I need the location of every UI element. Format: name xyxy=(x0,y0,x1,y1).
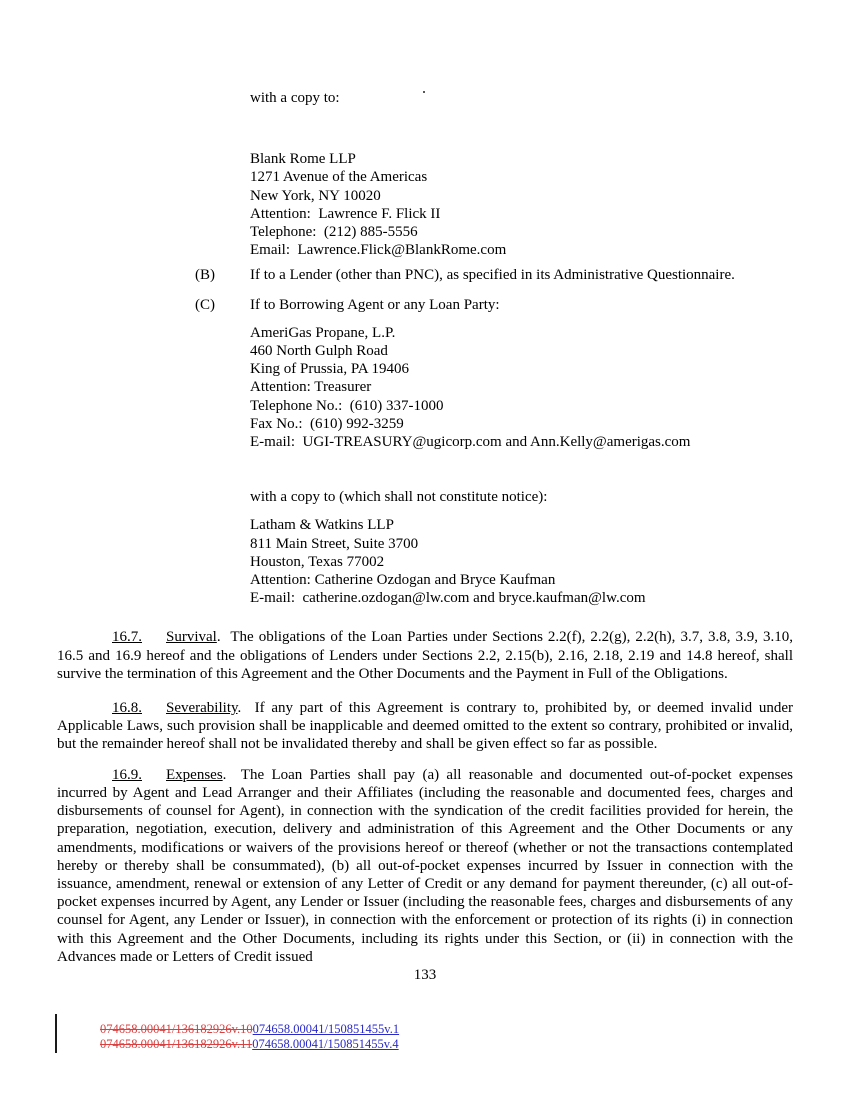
section-number: 16.8. xyxy=(112,700,142,717)
section-16-7 xyxy=(57,628,797,683)
address-line: E-mail: catherine.ozdogan@lw.com and bryce.kaufman@lw.com xyxy=(250,590,646,607)
address-line: Latham & Watkins LLP xyxy=(250,517,394,534)
redline-row xyxy=(100,1037,399,1052)
address-line: King of Prussia, PA 19406 xyxy=(250,361,410,378)
section-body: . The obligations of the Loan Parties under Sections 2.2(f), 2.2(g), 2.2(h), 3.7, 3.8, 3.9, 3.10, 16.5 and 16.9 hereof and the obligations of Lenders under Sections 2.2, 2.15(b), 2.16, 2.18, 2.19 and 14.8 hereof, shall survive the termination of this Agreement and the Other Documents and the Payment in Full of the Obligations. xyxy=(57,629,797,682)
notice-item-c-label: (C) xyxy=(195,296,215,313)
notice-item-c xyxy=(195,296,793,314)
page-content xyxy=(57,89,797,984)
notice-item-b-text: If to a Lender (other than PNC), as specified in its Administrative Questionnaire. xyxy=(250,267,735,284)
change-bar xyxy=(55,1014,57,1053)
address-line: AmeriGas Propane, L.P. xyxy=(250,324,396,341)
amerigas-address-block xyxy=(250,324,793,451)
redline-deleted-text: 074658.00041/136182926v.10 xyxy=(100,1022,253,1036)
section-title: Severability xyxy=(166,700,238,717)
section-16-9 xyxy=(57,766,797,966)
address-line: Attention: Lawrence F. Flick II xyxy=(250,205,441,222)
notice-item-b-label: (B) xyxy=(195,267,215,284)
address-line: 811 Main Street, Suite 3700 xyxy=(250,535,419,552)
redline-deleted-text: 074658.00041/136182926v.11 xyxy=(100,1037,253,1051)
notice-item-c-text: If to Borrowing Agent or any Loan Party: xyxy=(250,296,500,313)
section-16-8 xyxy=(57,699,797,754)
latham-address-block xyxy=(250,516,793,607)
section-title: Expenses xyxy=(166,766,223,783)
redline-inserted-text: 074658.00041/150851455v.1 xyxy=(252,1022,400,1036)
address-line: Fax No.: (610) 992-3259 xyxy=(250,415,404,432)
address-line: Telephone: (212) 885-5556 xyxy=(250,224,418,241)
copy-to-intro: with a copy to: xyxy=(250,90,340,106)
address-line: E-mail: UGI-TREASURY@ugicorp.com and Ann.Kelly@amerigas.com xyxy=(250,434,691,451)
redline-inserted-text: 074658.00041/150851455v.4 xyxy=(252,1037,399,1051)
blank-rome-address-block xyxy=(250,150,793,259)
address-line: 460 North Gulph Road xyxy=(250,343,388,360)
redline-row xyxy=(100,1022,399,1037)
section-title: Survival xyxy=(166,629,217,646)
address-line: Houston, Texas 77002 xyxy=(250,553,385,570)
address-line: Email: Lawrence.Flick@BlankRome.com xyxy=(250,242,507,259)
address-line: Blank Rome LLP xyxy=(250,151,356,168)
address-line: Telephone No.: (610) 337-1000 xyxy=(250,397,444,414)
section-body: . The Loan Parties shall pay (a) all reasonable and documented out-of-pocket expenses incurred by Agent and Lead Arranger and their Affiliates (including the reasonable and documented fees, charges and disbursements of counsel for Agent), in connection with the syndication of the credit facilities provided for herein, the preparation, negotiation, execution, delivery and administration of this Agreement and the Other Documents or any amendments, modifications or waivers of the provisions hereof or thereof (whether or not the transactions contemplated hereby or thereby shall be consummated), (b) all out-of-pocket expenses incurred by Issuer in connection with the issuance, amendment, renewal or extension of any Letter of Credit or any demand for payment thereunder, (c) all out-of-pocket expenses incurred by Agent, any Lender or Issuer (including the reasonable fees, charges and disbursements of any counsel for Agent, any Lender or Issuer), in connection with the enforcement or protection of its rights (i) in connection with this Agreement and the Other Documents, including its rights under this Section, or (ii) in connection with the Advances made or Letters of Credit issued xyxy=(57,766,797,965)
section-number: 16.7. xyxy=(112,629,142,646)
address-line: Attention: Treasurer xyxy=(250,379,372,396)
section-body: . If any part of this Agreement is contrary to, prohibited by, or deemed invalid under Applicable Laws, such provision shall be inapplicable and deemed omitted to the extent so contrary, prohibited or invalid, but the remainder hereof shall not be invalidated thereby and shall be given effect so far as possible. xyxy=(57,700,797,753)
redline-footer xyxy=(100,1022,399,1052)
copy-to-notice-intro: with a copy to (which shall not constitute notice): xyxy=(250,489,548,506)
address-line: 1271 Avenue of the Americas xyxy=(250,169,428,186)
address-line: New York, NY 10020 xyxy=(250,187,381,204)
page-number: 133 xyxy=(413,966,437,983)
section-number: 16.9. xyxy=(112,766,142,783)
notice-item-b xyxy=(195,266,793,284)
address-line: Attention: Catherine Ozdogan and Bryce Kaufman xyxy=(250,572,556,589)
